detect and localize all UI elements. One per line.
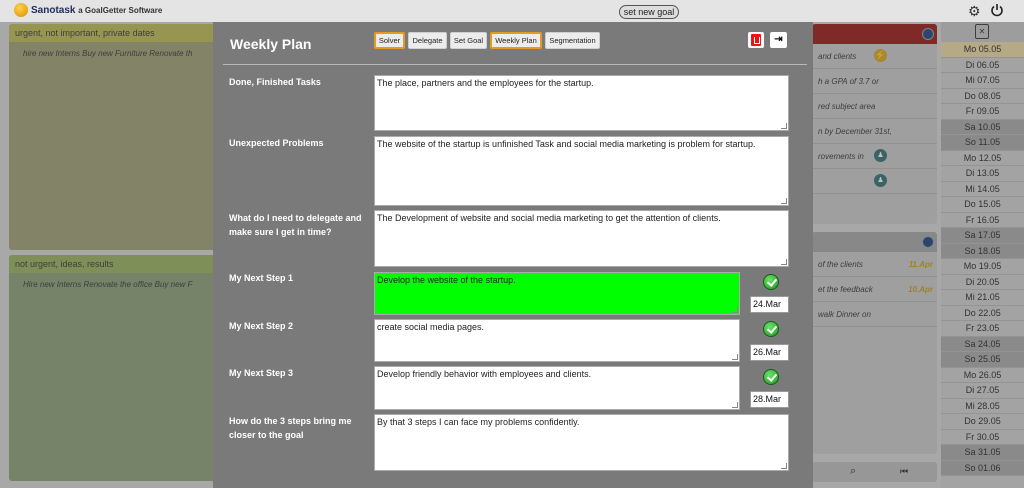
- calendar-day[interactable]: Sa 31.05: [941, 445, 1024, 461]
- calendar-day[interactable]: Di 13.05: [941, 166, 1024, 182]
- calendar-day[interactable]: Di 06.05: [941, 58, 1024, 74]
- calendar-day[interactable]: So 11.05: [941, 135, 1024, 151]
- delegate-text: The Development of website and social media marketing to get the attention of clients.: [377, 213, 721, 223]
- lightning-icon: ⚡: [874, 50, 887, 60]
- done-tasks-text: The place, partners and the employees for the startup.: [377, 78, 594, 88]
- gear-icon[interactable]: ⚙: [968, 3, 981, 19]
- calendar-icon[interactable]: ✕: [975, 24, 989, 39]
- calendar-day[interactable]: Mi 28.05: [941, 399, 1024, 415]
- resize-handle[interactable]: [781, 123, 787, 129]
- calendar-day[interactable]: Mo 05.05: [941, 42, 1024, 58]
- resize-handle[interactable]: [781, 198, 787, 204]
- search-icon[interactable]: ⌕: [850, 465, 857, 477]
- top-bar: [0, 0, 1024, 22]
- tab-segmentation[interactable]: Segmentation: [545, 32, 600, 49]
- skip-back-icon[interactable]: ⏮: [900, 466, 909, 476]
- list-item[interactable]: of the clients 11.Apr: [812, 252, 937, 277]
- calendar-day[interactable]: So 18.05: [941, 244, 1024, 260]
- field-label-step-2: My Next Step 2: [229, 321, 294, 331]
- tab-delegate[interactable]: Delegate: [408, 32, 447, 49]
- step-3-date[interactable]: 28.Mar: [750, 391, 789, 408]
- list-item[interactable]: h a GPA of 3.7 or: [812, 69, 937, 94]
- field-label-closer: How do the 3 steps bring me closer to the goal: [229, 416, 352, 440]
- divider: [223, 64, 807, 65]
- calendar-day[interactable]: Di 20.05: [941, 275, 1024, 291]
- step-2-date[interactable]: 26.Mar: [750, 344, 789, 361]
- calendar-day[interactable]: Do 15.05: [941, 197, 1024, 213]
- next-step-2-field[interactable]: [374, 319, 740, 362]
- calendar-day[interactable]: Sa 10.05: [941, 120, 1024, 136]
- calendar-day[interactable]: Do 08.05: [941, 89, 1024, 105]
- resize-handle[interactable]: [732, 354, 738, 360]
- app-name: Sanotask: [31, 5, 76, 16]
- field-label-delegate: What do I need to delegate and make sure I get in time?: [229, 213, 362, 237]
- tab-weekly-plan[interactable]: Weekly Plan: [490, 32, 542, 49]
- tab-set-goal[interactable]: Set Goal: [450, 32, 487, 49]
- list-item[interactable]: red subject area: [812, 94, 937, 119]
- calendar-day[interactable]: Di 27.05: [941, 383, 1024, 399]
- app-subtitle: a GoalGetter Software: [78, 6, 163, 15]
- set-new-goal-button[interactable]: set new goal: [619, 5, 679, 19]
- problems-field[interactable]: [374, 136, 789, 206]
- list-item[interactable]: and clients ⚡: [812, 44, 937, 69]
- quadrant-items[interactable]: hire new Interns Buy new Furniture Renovate th: [23, 49, 193, 58]
- calendar-day[interactable]: Mo 19.05: [941, 259, 1024, 275]
- next-step-2-text: create social media pages.: [377, 322, 485, 332]
- resize-handle[interactable]: [781, 463, 787, 469]
- resize-handle[interactable]: [732, 307, 738, 313]
- calendar-day[interactable]: Fr 23.05: [941, 321, 1024, 337]
- calendar-day[interactable]: So 25.05: [941, 352, 1024, 368]
- tab-solver[interactable]: Solver: [374, 32, 405, 49]
- weekly-plan-dialog: [213, 22, 813, 488]
- field-label-problems: Unexpected Problems: [229, 138, 324, 148]
- check-icon[interactable]: [763, 274, 779, 290]
- closer-to-goal-text: By that 3 steps I can face my problems confidently.: [377, 417, 580, 427]
- quadrant-title: not urgent, ideas, results: [9, 255, 223, 273]
- calendar-day[interactable]: Mi 14.05: [941, 182, 1024, 198]
- quadrant-title: urgent, not important, private dates: [9, 24, 223, 42]
- trash-icon: [751, 34, 761, 46]
- problems-text: The website of the startup is unfinished Task and social media marketing is problem for startup.: [377, 139, 756, 149]
- field-label-done: Done, Finished Tasks: [229, 77, 321, 87]
- next-step-1-text: Develop the website of the startup.: [377, 275, 516, 285]
- resize-handle[interactable]: [732, 402, 738, 408]
- done-tasks-field[interactable]: [374, 75, 789, 131]
- calendar-day[interactable]: Fr 30.05: [941, 430, 1024, 446]
- calendar-day[interactable]: Fr 16.05: [941, 213, 1024, 229]
- list-item[interactable]: et the feedback 10.Apr: [812, 277, 937, 302]
- next-step-3-field[interactable]: [374, 366, 740, 410]
- quadrant-items[interactable]: Hire new Interns Renovate the office Buy new F: [23, 280, 193, 289]
- next-step-3-text: Develop friendly behavior with employees and clients.: [377, 369, 592, 379]
- list-item[interactable]: rovements in ♟: [812, 144, 937, 169]
- power-icon[interactable]: [990, 3, 1004, 17]
- field-label-step-1: My Next Step 1: [229, 273, 294, 283]
- calendar-day[interactable]: Do 22.05: [941, 306, 1024, 322]
- calendar-day[interactable]: Mo 12.05: [941, 151, 1024, 167]
- people-icon: ♟: [874, 174, 887, 187]
- next-step-1-field[interactable]: [374, 272, 740, 315]
- calendar-day[interactable]: Sa 24.05: [941, 337, 1024, 353]
- calendar-day[interactable]: Mi 07.05: [941, 73, 1024, 89]
- logo: [14, 3, 28, 17]
- check-icon[interactable]: [763, 321, 779, 337]
- calendar-day[interactable]: Fr 09.05: [941, 104, 1024, 120]
- app-brand: [31, 5, 162, 16]
- check-icon[interactable]: [763, 369, 779, 385]
- calendar-day[interactable]: Do 29.05: [941, 414, 1024, 430]
- close-dialog-button[interactable]: ⇥: [770, 32, 787, 48]
- calendar-day[interactable]: Sa 17.05: [941, 228, 1024, 244]
- resize-handle[interactable]: [781, 259, 787, 265]
- list-item[interactable]: n by December 31st,: [812, 119, 937, 144]
- step-1-date[interactable]: 24.Mar: [750, 296, 789, 313]
- calendar-day[interactable]: Mo 26.05: [941, 368, 1024, 384]
- delegate-field[interactable]: [374, 210, 789, 267]
- closer-to-goal-field[interactable]: [374, 414, 789, 471]
- field-label-step-3: My Next Step 3: [229, 368, 294, 378]
- dialog-title: Weekly Plan: [230, 36, 312, 52]
- delete-button[interactable]: [748, 32, 764, 48]
- list-item[interactable]: walk Dinner on: [812, 302, 937, 327]
- calendar-day[interactable]: So 01.06: [941, 461, 1024, 477]
- people-icon: ♟: [874, 149, 887, 162]
- calendar-day[interactable]: Mi 21.05: [941, 290, 1024, 306]
